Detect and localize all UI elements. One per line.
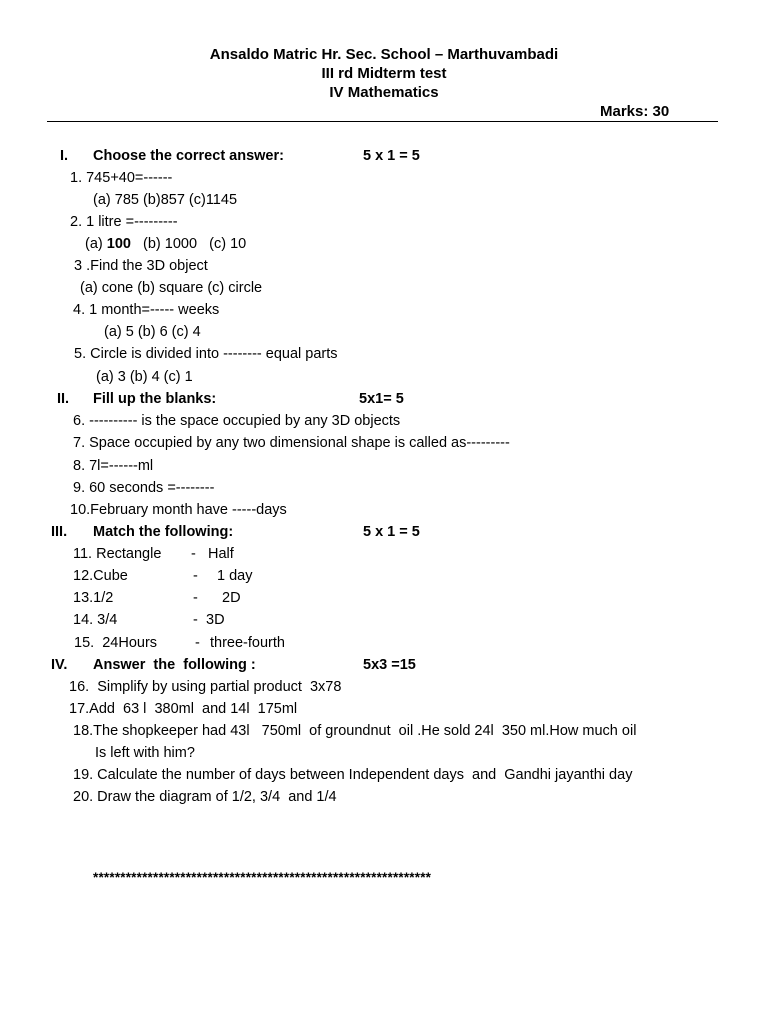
- match-dash: -: [193, 612, 198, 628]
- section-4-marks: 5x3 =15: [363, 657, 416, 673]
- question-3-options: (a) cone (b) square (c) circle: [80, 280, 263, 296]
- q2-option-a-value: 100: [106, 236, 131, 252]
- match-right: three-fourth: [210, 635, 285, 651]
- total-marks: Marks: 30: [600, 103, 670, 120]
- question-4-options: (a) 5 (b) 6 (c) 4: [104, 324, 201, 340]
- question-1: 1. 745+40=------: [70, 170, 173, 186]
- match-dash: -: [195, 635, 200, 651]
- match-dash: -: [193, 568, 198, 584]
- subject-title: IV Mathematics: [329, 84, 439, 101]
- section-1-marks: 5 x 1 = 5: [363, 148, 420, 164]
- match-right: 2D: [222, 590, 241, 606]
- question-2: 2. 1 litre =---------: [70, 214, 178, 230]
- question-8: 8. 7l=------ml: [73, 458, 154, 474]
- question-19: 19. Calculate the number of days between Independent days and Gandhi jayanthi day: [73, 767, 633, 783]
- section-4-title: Answer the following :: [93, 657, 256, 673]
- question-18: 18.The shopkeeper had 43l 750ml of groundnut oil .He sold 24l 350 ml.How much oil: [73, 723, 637, 739]
- match-left-12: 12.Cube: [73, 568, 128, 584]
- school-name: Ansaldo Matric Hr. Sec. School – Marthuvambadi: [209, 46, 559, 63]
- test-title: III rd Midterm test: [321, 65, 447, 82]
- question-2-options: [85, 237, 246, 252]
- question-5: 5. Circle is divided into -------- equal parts: [74, 346, 338, 362]
- section-3-numeral: III.: [51, 524, 68, 540]
- q2-options-rest: (b) 1000 (c) 10: [130, 236, 247, 252]
- question-20: 20. Draw the diagram of 1/2, 3/4 and 1/4: [73, 789, 337, 805]
- match-left-15: 15. 24Hours: [74, 635, 158, 651]
- match-left-13: 13.1/2: [73, 590, 114, 606]
- question-10: 10.February month have -----days: [70, 502, 287, 518]
- section-2-marks: 5x1= 5: [359, 391, 404, 407]
- question-5-options: (a) 3 (b) 4 (c) 1: [96, 369, 193, 385]
- question-3: 3 .Find the 3D object: [74, 258, 208, 274]
- question-1-options: (a) 785 (b)857 (c)1145: [93, 192, 238, 208]
- section-2-title: Fill up the blanks:: [93, 391, 217, 407]
- q2-option-a-label: (a): [85, 236, 107, 252]
- question-16: 16. Simplify by using partial product 3x78: [69, 679, 342, 695]
- section-3-marks: 5 x 1 = 5: [363, 524, 420, 540]
- section-1-numeral: I.: [60, 148, 69, 164]
- question-18-continued: Is left with him?: [95, 745, 195, 761]
- match-right: 3D: [206, 612, 225, 628]
- question-6: 6. ---------- is the space occupied by any 3D objects: [73, 413, 401, 429]
- section-1-title: Choose the correct answer:: [93, 148, 284, 164]
- match-dash: -: [191, 546, 196, 562]
- header-divider: [47, 121, 718, 122]
- match-right: Half: [208, 546, 234, 562]
- match-left-11: 11. Rectangle: [73, 546, 162, 562]
- question-9: 9. 60 seconds =--------: [73, 480, 215, 496]
- section-3-title: Match the following:: [93, 524, 234, 540]
- match-dash: -: [193, 590, 198, 606]
- section-4-numeral: IV.: [51, 657, 68, 673]
- section-2-numeral: II.: [57, 391, 70, 407]
- question-7: 7. Space occupied by any two dimensional shape is called as---------: [73, 435, 510, 451]
- footer-star-divider: **************************************************************: [93, 870, 432, 885]
- question-4: 4. 1 month=----- weeks: [73, 302, 220, 318]
- question-17: 17.Add 63 l 380ml and 14l 175ml: [69, 701, 298, 717]
- match-left-14: 14. 3/4: [73, 612, 118, 628]
- match-right: 1 day: [217, 568, 253, 584]
